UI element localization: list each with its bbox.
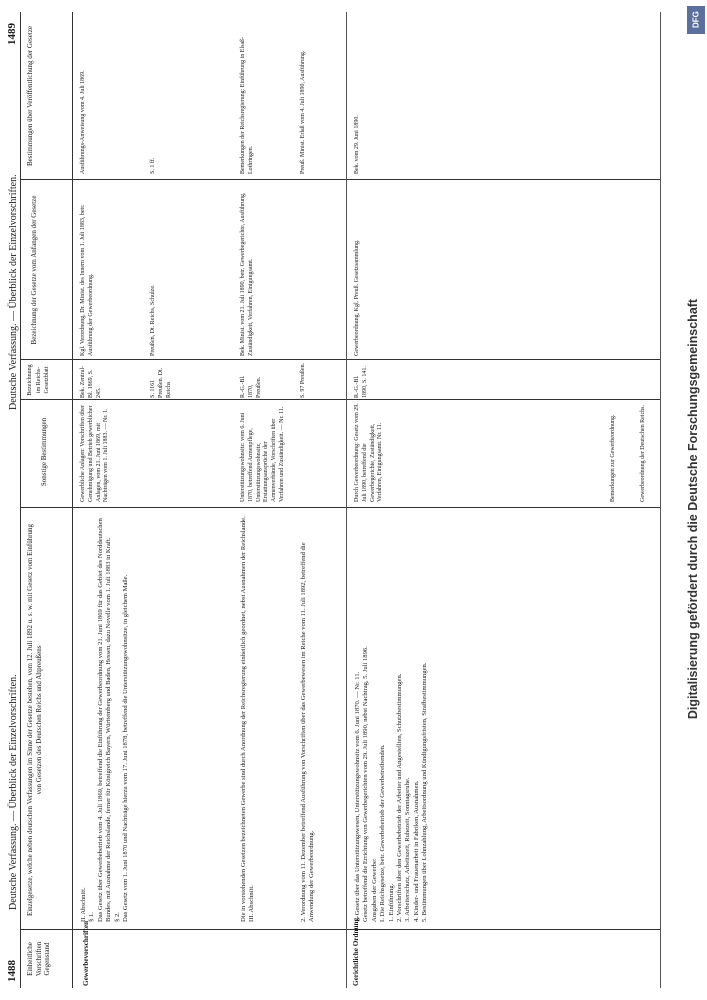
gutter-rule xyxy=(20,507,660,508)
text-block-8: Bemerkungen zur Gewerbeordnung. xyxy=(610,414,616,502)
top-rule xyxy=(20,12,21,988)
col-head-6: Bestimmungen über Veröffentlichung der Gesetze xyxy=(26,25,34,167)
label-gerichts: Gerichtliche Ordnung. xyxy=(352,916,360,986)
text-block-6: Unterstützungswohnsitz: vom 6. Juni 1870, betreffend Armenpflege, Unterstützungswohnsitz, Erstattungsansprüche der Armenverbände, Vorschriften über Verfahren und Zuständigkeit. — Nr. 11. xyxy=(240,406,285,502)
label-gewerbe: Gewerbevorschriften xyxy=(82,920,90,986)
header-bottom-rule xyxy=(72,12,73,988)
text-block-19: S. 1 ff. xyxy=(150,157,156,174)
text-block-18: Ausführungs-Anweisung vom 4. Juli 1869. xyxy=(80,70,86,174)
text-block-3: 2. Verordnung vom 11. Dezember betreffend Ausführung von Vorschriften über das Gewerbewesen im Reiche vom 11. Juli 1892, betreffend die Anwendung der Gewerbeordnung. xyxy=(300,542,316,922)
text-block-10: S. 1161 Preußen. Dt. Reichs xyxy=(150,367,172,398)
bottom-rule xyxy=(660,12,661,988)
text-block-4: 1. Gesetz über das Unterstützungswesen, Unterstützungswohnsitz vom 6. Juni 1870. — Nr. 11. Gesetz betreffend die Errichtung von Gewerbegerichten vom 29. Juli 1890, nebst Nachtrag, 5. Juli 1896. Ansgaben der Gewerbe: I. Die Reichsgesetze, betr. Gewerbebetrieb der Gewerbetreibenden. 1. Einführung. 2. Vorschriften über den Gewerbebetrieb der Arbeiter und Angestellten, Schutzbestimmungen. 3. Arbeiterschutz, Arbeitszeit, Ruhezeit, Sonntagsruhe. 4. Kinder- und Frauenarbeit in Fabriken, Ausnahmen. 5. Bestimmungen über Lohnzahlung, Arbeitsordnung und Kündigungsfristen, Strafbestimmungen. xyxy=(354,646,429,922)
dfg-watermark-banner xyxy=(685,0,707,1000)
text-block-11: R.-G.-Bl. 1870, Preußen. xyxy=(240,375,262,398)
col-head-5: Bezeichnung der Gesetze vom Anfangen der Gesetze xyxy=(30,195,38,345)
text-block-17: Gewerbeordnung, Kgl. Preuß. Gesetzsammlung. xyxy=(354,239,360,356)
text-block-14: Kgl. Verordnung, Dr. Minist. des Innern vom 1. Juli 1883, betr. Ausführung der Gewerbeordnung. xyxy=(80,204,94,356)
text-block-22: Bek. vom 29. Juni 1890. xyxy=(354,115,360,174)
col-head-1: Einheitliche Vorschriften Gegenstand xyxy=(26,941,51,977)
right-running-head: Deutsche Verfassung. — Überblick der Einzelvorschriften. xyxy=(8,174,19,410)
col-rule-4 xyxy=(20,359,660,360)
text-block-16: Bek. Minist. vom 21. Juli 1890, betr. Gewerbegerichte, Ausführung, Zuständigkeit, Verfahren, Einigungsamt. xyxy=(240,192,254,356)
col-rule-1 xyxy=(20,929,660,930)
dfg-watermark-text: Digitalisierung gefördert durch die Deutsche Forschungsgemeinschaft xyxy=(686,298,700,720)
left-page-number: 1488 xyxy=(6,960,18,982)
text-block-7: Durch Gewerbeordnung: Gesetz vom 29. Juli 1890, betreffend die Gewerbegerichte, Zuständigkeit, Verfahren, Einigungsamt. Nr. 11. xyxy=(354,403,384,502)
text-block-1: II. Abschnitt. § 1. Das Gesetz über Gewerbebetrieb vom 4. Juli 1869, betreffend die Einführung der Gewerbeordnung vom 21. Juni 1869 für das Gebiet des Norddeutschen Bundes, mit Ausnahme der Reichslande, ferner für Königreich Bayern, Württemberg und Baden, Hessen, dazu Novelle vom 1. Juli 1883 in Kraft. § 2. Das Gesetz vom 1. Juni 1870 und Nachträge hierzu vom 17. Juni 1878, betreffend die Unterstützungswohnsitze, in gleichem Maße. xyxy=(80,518,130,922)
col-rule-5 xyxy=(20,179,660,180)
left-running-head: Deutsche Verfassung. — Überblick der Einzelvorschriften. xyxy=(8,674,19,910)
text-block-2: Die in vorstehenden Gesetzen bezeichneten Gewerbe sind durch Anordnung der Reichsregierung einheitlich geordnet, nebst Ausnahmen der Reichslande. III. Abschnitt. xyxy=(240,516,256,922)
text-block-23: Gewerbeordnung der Deutschen Reichs. xyxy=(640,405,646,502)
text-block-9: Bek. Zentral-Bl. 1869, S. 245. xyxy=(80,366,102,398)
col-head-4: Bezeichnung im Reichs-Gesetzblatt xyxy=(27,364,50,396)
col-rule-3 xyxy=(20,399,660,400)
text-block-13: R.-G.-Bl. 1890, S. 141. xyxy=(354,366,368,398)
text-block-20: Bemerkungen der Reichsregierung: Einführung in Elsaß-Lothringen. xyxy=(240,36,254,174)
text-block-21: Preuß. Minist. Erlaß vom 4. Juli 1890, Ausführung. xyxy=(300,50,306,174)
section-rule xyxy=(346,12,347,988)
right-page-number: 1489 xyxy=(6,23,18,45)
col-head-3: Sonstige Bestimmungen xyxy=(40,417,48,487)
text-block-5: Gewerbliche Anlagen: Vorschriften über Genehmigung und Betrieb gewerblicher Anlagen, vom 21. Juni 1869, mit Nachträgen vom 1. Juli 1883. — Nr. 1. xyxy=(80,405,110,502)
text-block-15: Preußen, Dt. Reichs, Schulze. xyxy=(150,284,156,356)
dfg-logo-icon: DFG xyxy=(687,6,705,34)
col-head-2: Einzelgesetze, welche neben deutschen Verfassungen im Sinne der Gesetze bestehen, vom 12. Juli 1892 u. s. w. mit Gesetz vom Einführung von Gesetzen des Deutschen Reichs und Altpreußens xyxy=(26,523,43,917)
text-block-12: S. 97 Preußen. xyxy=(300,363,306,398)
